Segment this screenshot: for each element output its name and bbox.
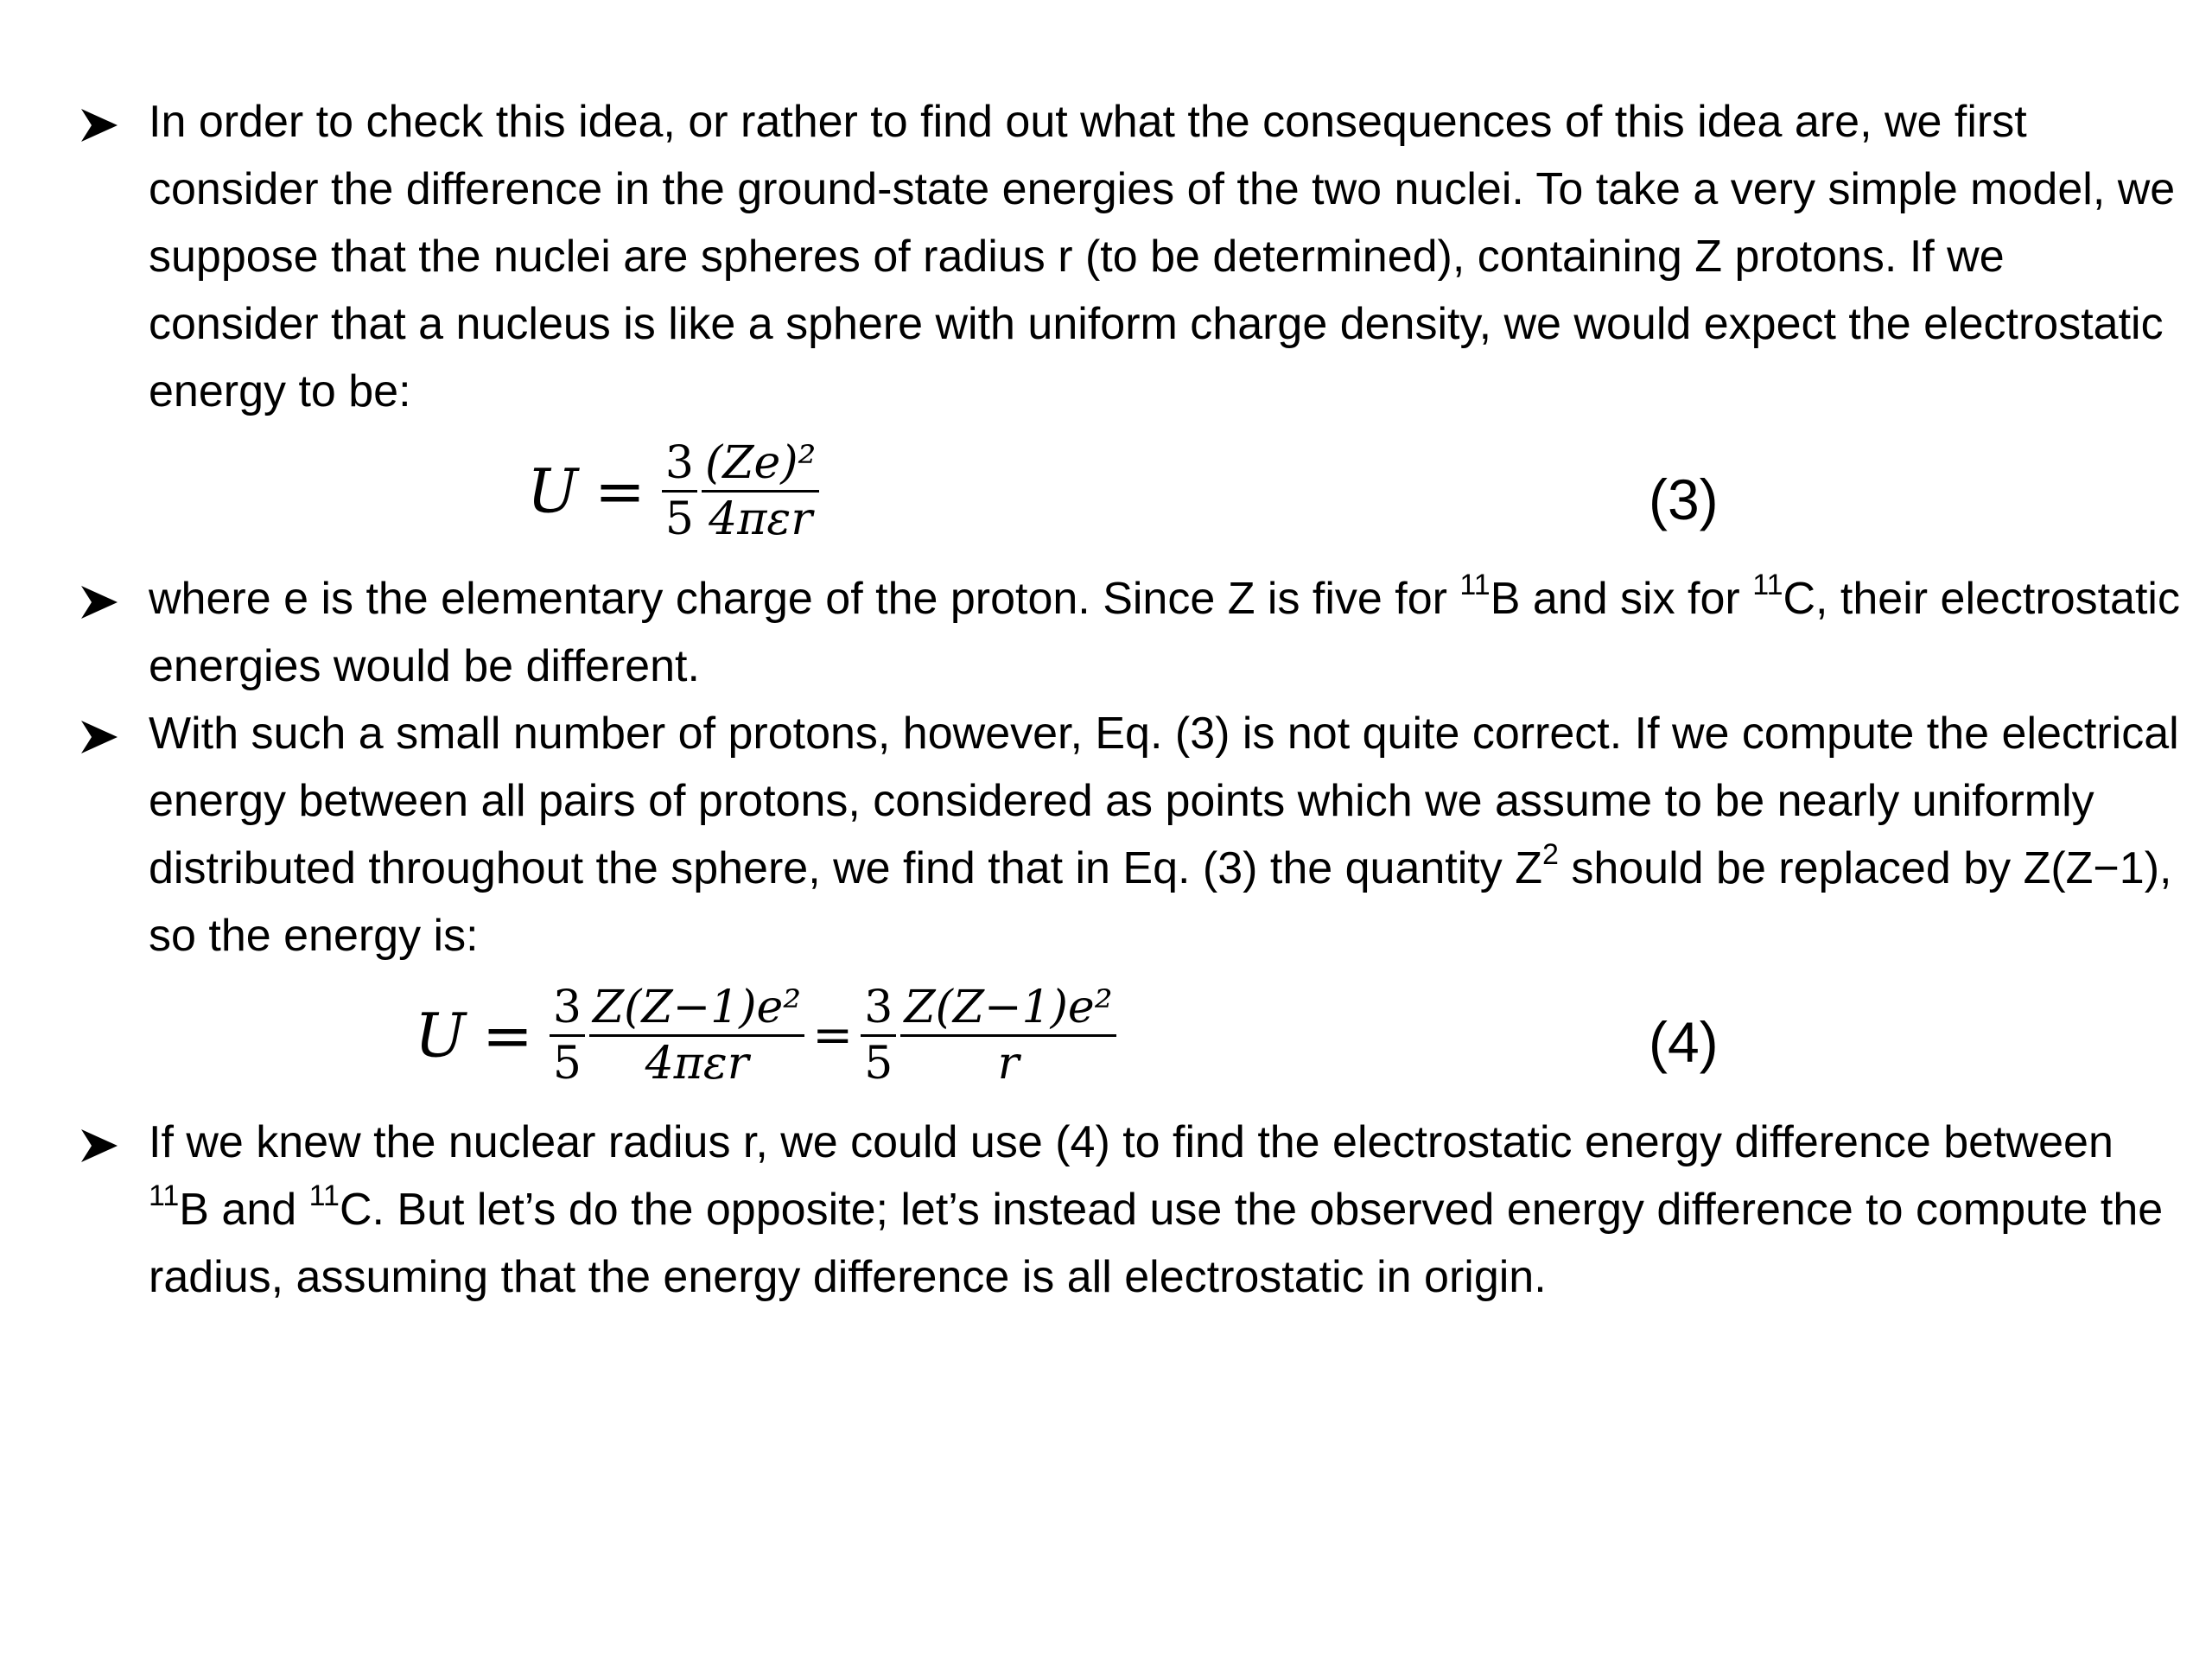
isotope-mass-number: 11: [1459, 568, 1491, 601]
bullet-2-text: [149, 565, 2186, 700]
eq4-coef2-den: 5: [864, 1038, 893, 1090]
bullet-1-text: In order to check this idea, or rather to find out what the consequences of this idea are, we first consider the difference in the ground-state energies of the two nuclei. To take a very simple model, we suppose that the nuclei are spheres of radius r (to be determined), containing Z protons. If we consider that a nucleus is like a sphere with uniform charge density, we would expect the electrostatic energy to be:: [149, 97, 2176, 416]
isotope-mass-number: 11: [308, 1179, 340, 1212]
arrow-bullet-icon: [78, 104, 121, 147]
eq4-equals-1: =: [482, 1000, 533, 1071]
bullet-2-text-post: C, their electrostatic energies would be different.: [149, 574, 2180, 691]
eq4-frac1-num: Z(Z−1)e²: [589, 981, 804, 1037]
bullet-2: [78, 565, 2186, 700]
bullet-4-text-mid: B and: [179, 1185, 309, 1235]
eq3-frac-den: 4πεr: [709, 493, 813, 545]
eq3-coef-den: 5: [664, 493, 694, 545]
eq4-lhs: U: [415, 1000, 466, 1071]
eq4-frac1-den: 4πεr: [645, 1038, 749, 1090]
bullet-3-text: [149, 700, 2186, 969]
equation-3: [527, 436, 819, 546]
arrow-bullet-icon: [78, 1124, 121, 1167]
eq3-lhs: U: [527, 455, 578, 527]
equation-3-number: (3): [1649, 467, 1719, 531]
bullet-2-text-mid: B and six for: [1490, 574, 1753, 624]
bullet-4-text: [149, 1109, 2186, 1311]
eq3-fraction: [702, 436, 819, 546]
eq4-coef1-num: 3: [550, 981, 585, 1037]
bullet-2-text-pre: where e is the elementary charge of the proton. Since Z is five for: [149, 574, 1460, 624]
bullet-4-text-pre: If we knew the nuclear radius r, we could use (4) to find the electrostatic energy difference between: [149, 1117, 2113, 1167]
isotope-mass-number: 11: [1752, 568, 1783, 601]
eq3-equals: =: [594, 455, 645, 527]
eq4-frac2-num: Z(Z−1)e²: [900, 981, 1116, 1037]
exponent: 2: [1541, 837, 1559, 871]
arrow-bullet-icon: [78, 715, 121, 759]
equation-4: [415, 981, 1116, 1090]
eq4-fraction-1: [589, 981, 804, 1090]
bullet-3-text-post: should be replaced by Z(Z−1), so the energy is:: [149, 843, 2172, 961]
eq4-coefficient-2: [861, 981, 896, 1090]
eq4-frac2-den: r: [997, 1038, 1020, 1090]
bullet-4: [78, 1109, 2186, 1311]
bullet-4-text-post: C. But let’s do the opposite; let’s instead use the observed energy difference to compute the radius, assuming that the energy difference is all electrostatic in origin.: [149, 1185, 2164, 1302]
eq4-coef2-num: 3: [861, 981, 896, 1037]
bullet-3-text-pre: With such a small number of protons, however, Eq. (3) is not quite correct. If we compute the electrical energy between all pairs of protons, considered as points which we assume to be nearly uniformly distributed throughout the sphere, we find that in Eq. (3) the quantity Z: [149, 709, 2179, 893]
arrow-bullet-icon: [78, 581, 121, 624]
bullet-1: [78, 88, 2186, 425]
isotope-mass-number: 11: [149, 1179, 180, 1212]
eq3-frac-num: (Ze)²: [702, 436, 819, 493]
bullet-3: [78, 700, 2186, 969]
eq4-coefficient-1: [550, 981, 585, 1090]
eq4-coef1-den: 5: [552, 1038, 582, 1090]
eq3-coefficient: [662, 436, 697, 546]
eq3-coef-num: 3: [662, 436, 697, 493]
eq4-fraction-2: [900, 981, 1116, 1090]
equation-4-number: (4): [1649, 1010, 1719, 1074]
eq4-equals-2: =: [812, 1007, 854, 1064]
